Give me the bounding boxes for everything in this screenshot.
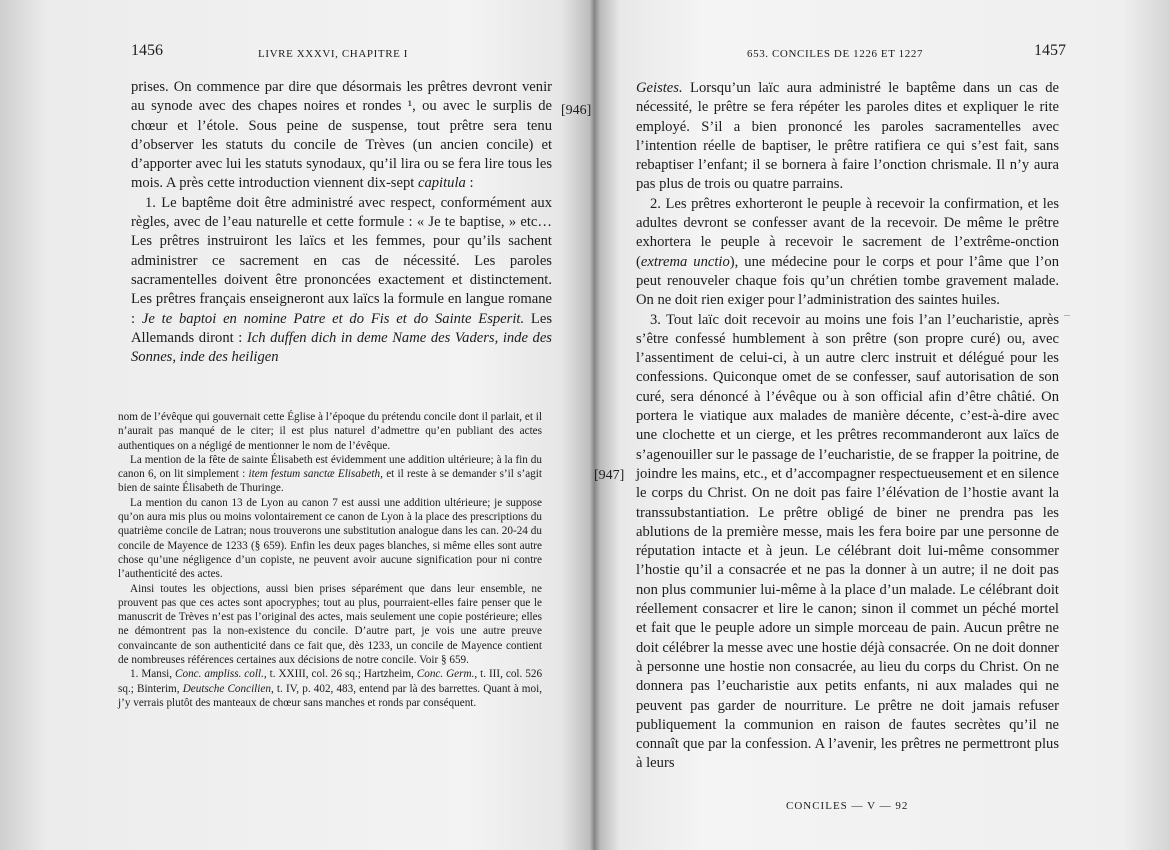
left-footnotes bbox=[118, 410, 542, 710]
right-margin-ref: [947] bbox=[594, 468, 625, 483]
right-body-canon2: 2. Les prêtres exhorteront le peuple à recevoir la confirmation, et les adultes devront se confesser avant de la recevoir. De même le prêtre exhortera le peuple à recevoir le sacrement de l’extrême-onction ( bbox=[636, 195, 1059, 270]
left-header bbox=[0, 42, 590, 68]
right-body-extrema-unctio: extrema unctio bbox=[640, 253, 730, 270]
footnote-elisabeth: La mention de la fête de sainte Élisabeth est évidemment une addition ultérieure; à la fin du canon 6, on lit simplement : item festum sanctæ Elisabeth, et il reste à se demander s’il s’agit bien de sainte Élisabeth de Thuringe. bbox=[118, 453, 542, 495]
right-body-text bbox=[636, 79, 1059, 774]
left-body-colon: : bbox=[469, 175, 474, 192]
left-body-romance-formula: Je te baptoi en nomine Patre et do Fis et do Sainte Esperit. bbox=[141, 310, 525, 327]
left-body-german-formula: Ich duffen dich in deme Name des Vaders, inde des Sonnes, inde des heiligen bbox=[131, 329, 552, 366]
right-page-number: 1457 bbox=[1034, 42, 1066, 59]
footnote-objections: Ainsi toutes les objections, aussi bien prises séparément que dans leur ensemble, ne prouvent pas que ces actes sont apocryphes; tout au plus, pourraient-elles faire penser que le manuscrit de Trèves n’est pas l’original des actes, mais seulement une copie postérieure; elles ne démontrent pas la non-existence du concile. D’autre part, je vois une autre preuve convaincante de son authenticité dans ce fait que, dès 1233, un concile de Mayence contient de nombreuses références certaines aux décisions de notre concile. Voir § 659. bbox=[118, 582, 542, 667]
right-body-canon3: 3. Tout laïc doit recevoir au moins une fois l’an l’eucharistie, après s’être confessé humblement à son prêtre (son propre curé) ou, avec l’assentiment de celui-ci, à un autre clerc instruit et délégué pour les confessions. Quiconque omet de se confesser, sauf autorisation de son curé, sera dénoncé à l’évêque ou à son official afin d’être châtié. On portera le viatique aux malades de manière décente, c’est-à-dire avec une clochette et un cierge, et les prêtres recommanderont aux laïcs de s’agenouiller sur le passage de l’eucharistie, de se frapper la poitrine, de joindre les mains, etc., et d’accompagner respectueusement et en silence le corps du Christ. On ne doit pas faire l’élévation de l’hostie avant la transsubstantiation. Le prêtre obligé de biner ne prendra pas les ablutions de la première messe, mais les fera boire par une personne de réputation intacte et à jeun. Le célébrant doit lui-même consommer l’hostie qu’il a consacrée et ne pas la donner à un autre; il ne doit pas non plus communier lui-même à la place d’un malade. Le célébrant doit réellement consacrer et lire le canon; sinon il commet un péché mortel et fait que le peuple adore un simple morceau de pain. Aucun prêtre ne doit célébrer la messe avec une hostie déjà consacrée. On ne doit donner à personne une hostie non consacrée, au lieu du corps du Christ. On ne donnera pas l’eucharistie aux petits enfants, ni aux malades qui ne peuvent pas garder de nourriture. Le prêtre ne doit jamais refuser publiquement la communion en raison de fautes secrètes qu’il ne connaît que par la confession. A l’avenir, les prêtres ne permettront plus à leurs bbox=[636, 311, 1059, 772]
left-body-canon1: 1. Le baptême doit être administré avec respect, conformément aux règles, avec de l’eau naturelle et cette formule : « Je te baptise, » etc… Les prêtres instruiront les laïcs et les femmes, pour qu’ils sachent administrer ce sacrement en cas de nécessité. Les paroles sacramentelles doivent être prononcées exactement et distinctement. Les prêtres français enseigneront aux laïcs la formule en langue romane : bbox=[131, 194, 552, 327]
left-body-intro: prises. On commence par dire que désormais les prêtres devront venir au synode avec des chapes noires et rondes ¹, ou avec le surplis de chœur et l’étole. Sous peine de suspense, tout prêtre sera tenu d’observer les statuts du concile de Trèves (un ancien concile) et d’apporter avec lui les statuts synodaux, qu’il lira ou se fera lire tous les mois. A près cette introduction viennent dix-sept bbox=[131, 79, 552, 192]
right-margin-mark: – bbox=[1064, 307, 1070, 321]
right-header bbox=[592, 42, 1170, 68]
left-body-germans: Les Allemands diront : bbox=[131, 310, 552, 346]
left-page-number: 1456 bbox=[131, 42, 163, 59]
right-body-geistes: Geistes. bbox=[636, 80, 683, 96]
left-body-capitula: capitula bbox=[417, 175, 466, 192]
footnote-1: 1. Mansi, Conc. ampliss. coll., t. XXIII, col. 26 sq.; Hartzheim, Conc. Germ., t. III, col. 526 sq.; Binterim, Deutsche Concilien, t. IV, p. 402, 483, entend par là des barrettes. Quant à moi, j’y verrais plutôt des manteaux de chœur sans manches et ronds par conséquent. bbox=[118, 668, 543, 709]
left-margin-ref: [946] bbox=[561, 103, 592, 118]
footnote-continuation: nom de l’évêque qui gouvernait cette Église à l’époque du prétendu concile dont il parlait, et il n’aurait pas manqué de le citer; il est plus naturel d’admettre qu’en publiant des actes authentiques on a négligé de mentionner le nom de l’évêque. bbox=[118, 411, 542, 452]
right-body-lay-baptism: Lorsqu’un laïc aura administré le baptême dans un cas de nécessité, le prêtre se fera répéter les paroles dites et expliquer le rite employé. S’il a bien prononcé les paroles sacramentelles avec l’intention réelle de baptiser, le prêtre ratifiera ce qui s’est fait, sans rebaptiser l’enfant; il se bornera à faire l’onction chrismale. Il n’y aura pas plus de trois ou quatre parrains. bbox=[636, 80, 1059, 193]
right-running-head: 653. CONCILES DE 1226 ET 1227 bbox=[747, 48, 924, 60]
left-running-head: LIVRE XXXVI, CHAPITRE I bbox=[258, 48, 409, 60]
right-body-canon2-end: ), une médecine pour le corps et pour l’âme que l’on peut renouveler chaque fois qu’un chrétien tombe gravement malade. On ne doit rien exiger pour l’administration des saintes huiles. bbox=[636, 253, 1059, 309]
right-page bbox=[592, 0, 1170, 850]
signature-mark: CONCILES — V — 92 bbox=[786, 800, 909, 812]
footnote-canon13: La mention du canon 13 de Lyon au canon 7 est aussi une addition ultérieure; je suppose qu’on aura mis plus ou moins volontairement ce canon de Lyon à la place des prescriptions du quatrième concile de Latran; nous trouverons une substitution analogue dans les can. 20-24 du concile de Mayence de 1233 (§ 659). Enfin les deux pages blanches, si même elles sont autre chose qu’une négligence d’un copiste, ne peuvent avoir aucune signification pour ni contre l’authenticité des actes. bbox=[118, 496, 542, 581]
left-body-text bbox=[131, 78, 552, 367]
